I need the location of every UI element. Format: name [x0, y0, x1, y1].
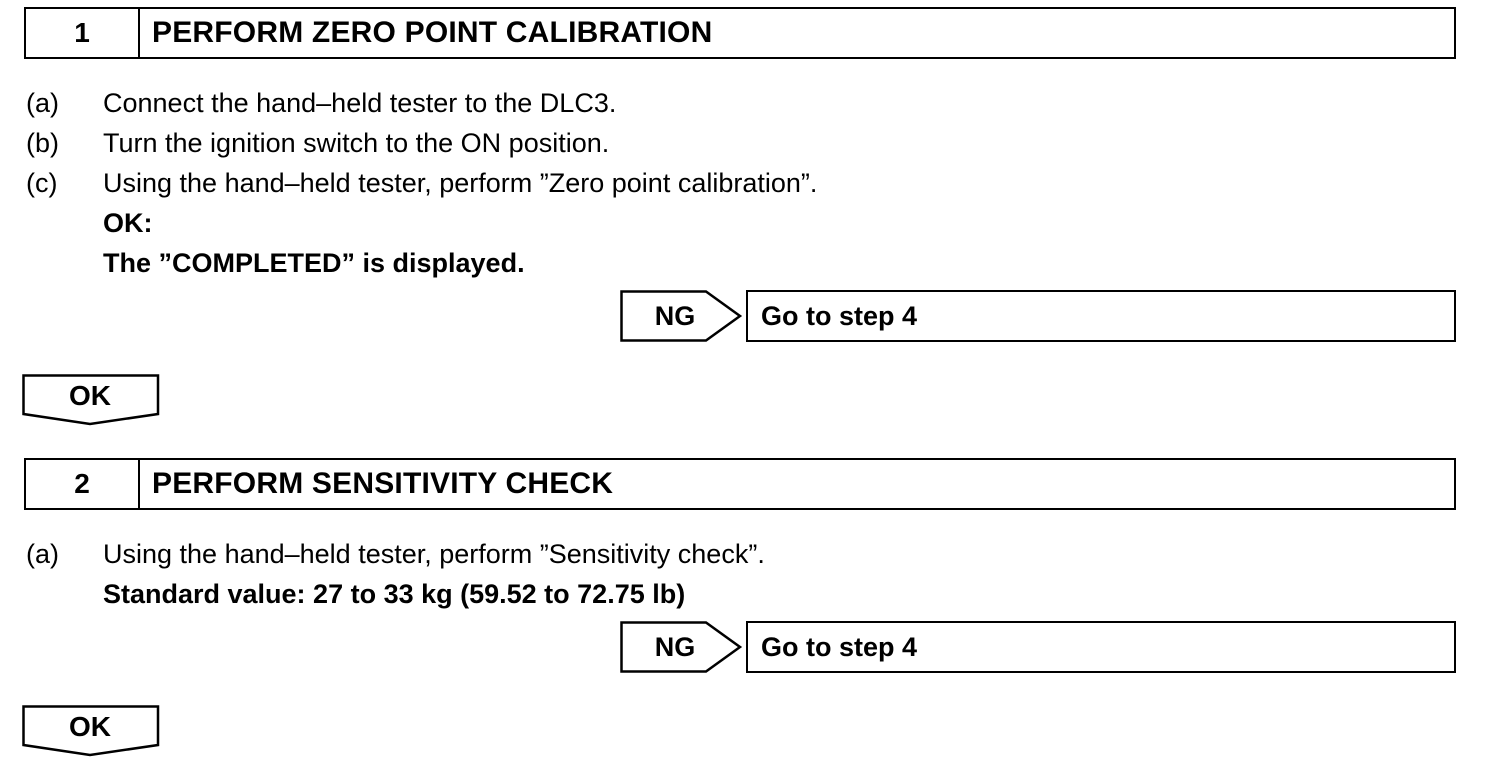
- item-letter: (c): [26, 168, 58, 198]
- result-text: OK:: [103, 208, 153, 238]
- result-text: The ”COMPLETED” is displayed.: [103, 248, 525, 278]
- item-letter: (b): [26, 128, 59, 158]
- step-1-number: 1: [26, 9, 140, 57]
- item-letter: (a): [26, 88, 59, 118]
- step-2-ng-branch: [620, 621, 1458, 673]
- item-letter: (a): [26, 539, 59, 569]
- step-1-header: [24, 7, 1456, 59]
- result-text: Standard value: 27 to 33 kg (59.52 to 72.75 lb): [103, 579, 686, 609]
- step-2-number: 2: [26, 460, 140, 508]
- step-1-title: PERFORM ZERO POINT CALIBRATION: [152, 16, 713, 49]
- item-text: Connect the hand–held tester to the DLC3.: [103, 88, 617, 118]
- step-1-ng-branch: [620, 290, 1458, 342]
- item-text: Using the hand–held tester, perform ”Sensitivity check”.: [103, 539, 765, 569]
- step-2-header: [24, 458, 1456, 510]
- ok-label: OK: [69, 711, 111, 742]
- item-text: Turn the ignition switch to the ON position.: [103, 128, 610, 158]
- step-2-title: PERFORM SENSITIVITY CHECK: [152, 467, 614, 500]
- step-2-ok-branch: [22, 705, 162, 757]
- goto-step-link[interactable]: Go to step 4: [746, 621, 1456, 673]
- ng-label: NG: [654, 631, 696, 662]
- ok-label: OK: [69, 380, 111, 411]
- item-text: Using the hand–held tester, perform ”Zero point calibration”.: [103, 168, 818, 198]
- ng-label: NG: [654, 300, 696, 331]
- goto-step-link[interactable]: Go to step 4: [746, 290, 1456, 342]
- step-1-ok-branch: [22, 374, 162, 426]
